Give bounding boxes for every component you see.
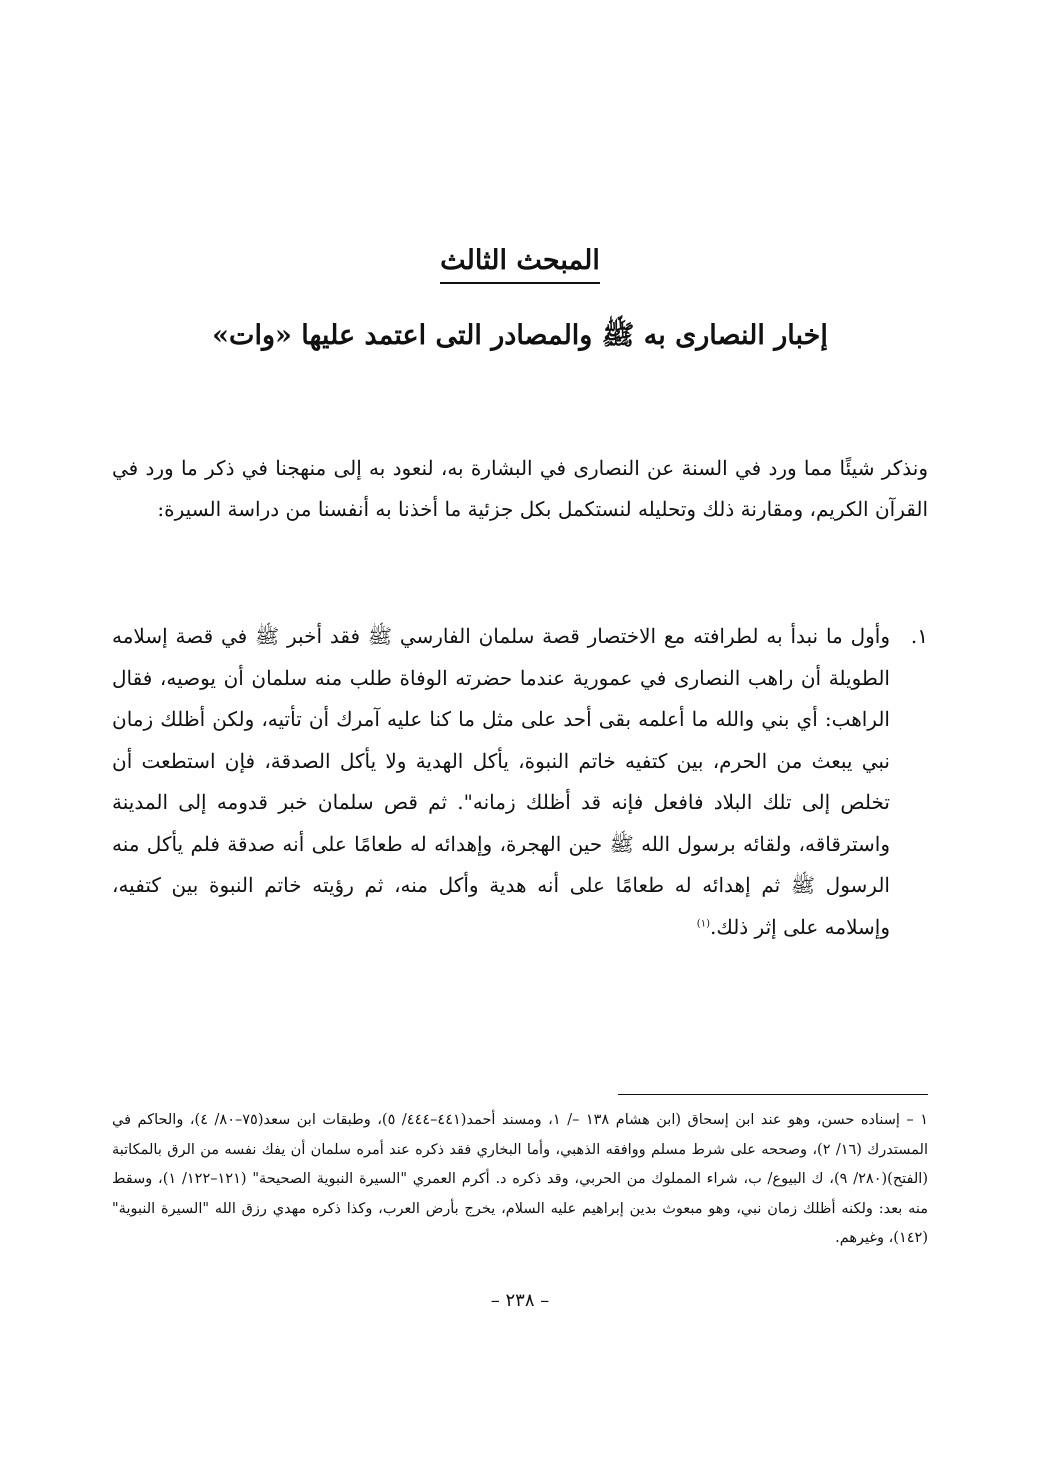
chapter-heading: إخبار النصارى به ﷺ والمصادر التى اعتمد عليها «وات» bbox=[212, 320, 828, 351]
numbered-list bbox=[112, 616, 928, 948]
intro-paragraph: ونذكر شيئًا مما ورد في السنة عن النصارى في البشارة به، لنعود به إلى منهجنا في ذكر ما ورد في القرآن الكريم، ومقارنة ذلك وتحليله لنستكمل بكل جزئية ما أخذنا به أنفسنا من دراسة السيرة: bbox=[112, 456, 928, 521]
list-item-text: وأول ما نبدأ به لطرافته مع الاختصار قصة سلمان الفارسي ﷺ فقد أخبر ﷺ في قصة إسلامه الطويلة أن راهب النصارى في عمورية عندما حضرته الوفاة طلب منه سلمان أن يوصيه، فقال الراهب: أي بني والله ما أعلمه بقى أحد على مثل ما كنا عليه آمرك أن تأتيه، ولكن أظلك زمان نبي يبعث من الحرم، بين كتفيه خاتم النبوة، يأكل الهدية ولا يأكل الصدقة، فإن استطعت أن تخلص إلى تلك البلاد فافعل فإنه قد أظلك زمانه". ثم قص سلمان خبر قدومه إلى المدينة واسترقاقه، ولقائه برسول الله ﷺ حين الهجرة، وإهدائه له طعامًا على أنه صدقة فلم يأكل منه الرسول ﷺ ثم إهدائه له طعامًا على أنه هدية وأكل منه، ثم رؤيته خاتم النبوة بين كتفيه، وإسلامه على إثر ذلك. bbox=[112, 624, 890, 939]
footnote: ١ – إسناده حسن، وهو عند ابن إسحاق (ابن هشام ١٣٨ –/ ١، ومسند أحمد(٤٤١–٤٤٤/ ٥)، وطبقات ابن سعد(٧٥–٨٠/ ٤)، والحاكم في المستدرك (١٦/ ٢)، وصححه على شرط مسلم ووافقه الذهبي، وأما البخاري فقد ذكره عند أمره سلمان أن يفك نفسه من الرق بالمكاتبة (الفتح)(٢٨٠/ ٩)، ك البيوع/ ب، شراء المملوك من الحربي، وقد ذكره د. أكرم العمري "السيرة النبوية الصحيحة" (١٢١–١٢٢/ ١)، وسقط منه بعد: ولكنه أظلك زمان نبي، وهو مبعوث بدين إبراهيم عليه السلام، يخرج بأرض العرب، وكذا ذكره مهدي رزق الله "السيرة النبوية"(١٤٢)، وغيرهم. bbox=[112, 1112, 929, 1246]
page-number: – ٢٣٨ – bbox=[490, 1290, 550, 1311]
footnote-reference[interactable]: (١) bbox=[696, 917, 710, 929]
list-item bbox=[112, 616, 928, 948]
list-item-number: ١. bbox=[910, 624, 928, 648]
list-item-body bbox=[112, 616, 890, 948]
section-title-text: المبحث الثالث bbox=[440, 245, 600, 284]
footnote-divider bbox=[618, 1094, 928, 1095]
section-title bbox=[0, 245, 1040, 284]
